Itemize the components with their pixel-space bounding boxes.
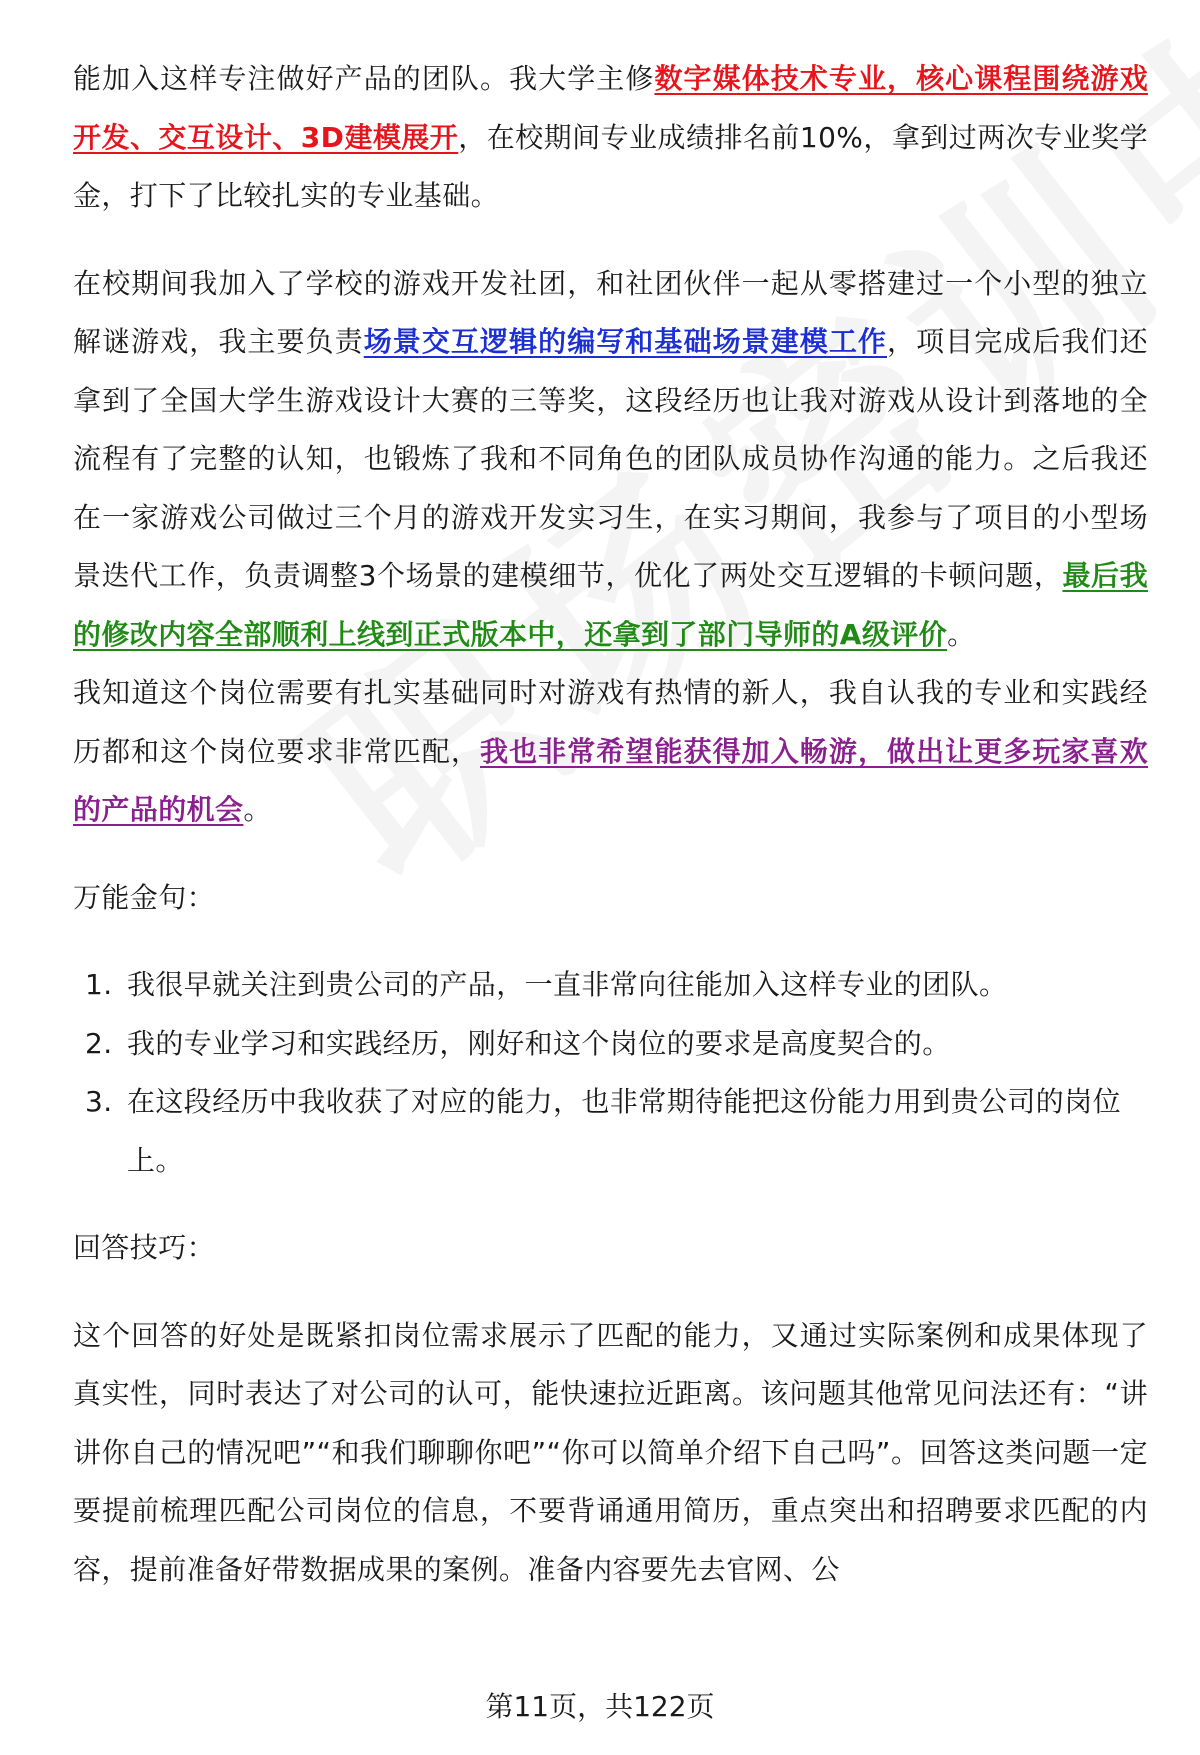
answer-tips-body: 这个回答的好处是既紧扣岗位需求展示了匹配的能力，又通过实际案例和成果体现了真实性，同时表达了对公司的认可，能快速拉近距离。该问题其他常见问法还有：“讲讲你自己的情况吧”“和我们聊聊你吧”“你可以简单介绍下自己吗”。回答这类问题一定要提前梳理匹配公司岗位的信息，不要背诵通用简历，重点突出和招聘要求匹配的内容，提前准备好带数据成果的案例。准备内容要先去官网、公 <box>73 1318 1148 1586</box>
highlight-motivation: 我也非常希望能获得加入畅游，做出让更多玩家喜欢的产品的机会 <box>73 734 1148 826</box>
paragraph-spacer <box>73 1190 1148 1219</box>
paragraph-spacer <box>73 1278 1148 1307</box>
paragraph-text: 我知道这个岗位需要有扎实基础同时对游戏有热情的新人，我自认我的专业和实践经历都和这个岗位要求非常匹配， <box>73 676 1148 768</box>
paragraph-text: 。 <box>947 617 976 651</box>
paragraph-education <box>73 50 1148 226</box>
list-item <box>73 1015 1148 1074</box>
golden-sentences-heading: 万能金句： <box>73 880 216 914</box>
paragraph-text: 。 <box>243 793 272 826</box>
list-item-number: 3. <box>85 1085 113 1118</box>
highlight-major: 数字媒体技术专业，核心课程围绕游戏开发、交互设计、3D建模展开 <box>73 62 1148 154</box>
paragraph-text: 能加入这样专注做好产品的团队。我大学主修 <box>73 62 655 95</box>
list-item-number: 2. <box>85 1026 113 1060</box>
answer-tips-heading: 回答技巧： <box>73 1231 216 1264</box>
golden-sentences-list <box>73 956 1148 1190</box>
highlight-responsibility: 场景交互逻辑的编写和基础场景建模工作 <box>363 325 888 358</box>
paragraph-spacer <box>73 927 1148 956</box>
list-item <box>73 956 1148 1015</box>
highlight-achievement: 最后我的修改内容全部顺利上线到正式版本中，还拿到了部门导师的A级评价 <box>73 559 1148 651</box>
document-body <box>73 50 1148 1599</box>
paragraph-spacer <box>73 840 1148 869</box>
list-item-number: 1. <box>85 968 113 1001</box>
paragraph-match <box>73 664 1148 840</box>
paragraph-text: ，项目完成后我们还拿到了全国大学生游戏设计大赛的三等奖，这段经历也让我对游戏从设计到落地的全流程有了完整的认知，也锻炼了我和不同角色的团队成员协作沟通的能力。之后我还在一家游戏公司做过三个月的游戏开发实习生，在实习期间，我参与了项目的小型场景迭代工作，负责调整3个场景的建模细节，优化了两处交互逻辑的卡顿问题， <box>73 325 1148 592</box>
list-item <box>73 1073 1148 1190</box>
paragraph-experience <box>73 255 1148 665</box>
paragraph-text: ，在校期间专业成绩排名前10%，拿到过两次专业奖学金，打下了比较扎实的专业基础。 <box>73 120 1148 212</box>
paragraph-spacer <box>73 226 1148 255</box>
paragraph-text: 在校期间我加入了学校的游戏开发社团，和社团伙伴一起从零搭建过一个小型的独立解谜游戏，我主要负责 <box>73 266 1148 358</box>
list-item-text: 我很早就关注到贵公司的产品，一直非常向往能加入这样专业的团队。 <box>127 968 1008 1001</box>
page-number: 第11页，共122页 <box>485 1690 715 1723</box>
list-item-text: 我的专业学习和实践经历，刚好和这个岗位的要求是高度契合的。 <box>127 1026 951 1060</box>
list-item-text: 在这段经历中我收获了对应的能力，也非常期待能把这份能力用到贵公司的岗位上。 <box>127 1085 1122 1177</box>
